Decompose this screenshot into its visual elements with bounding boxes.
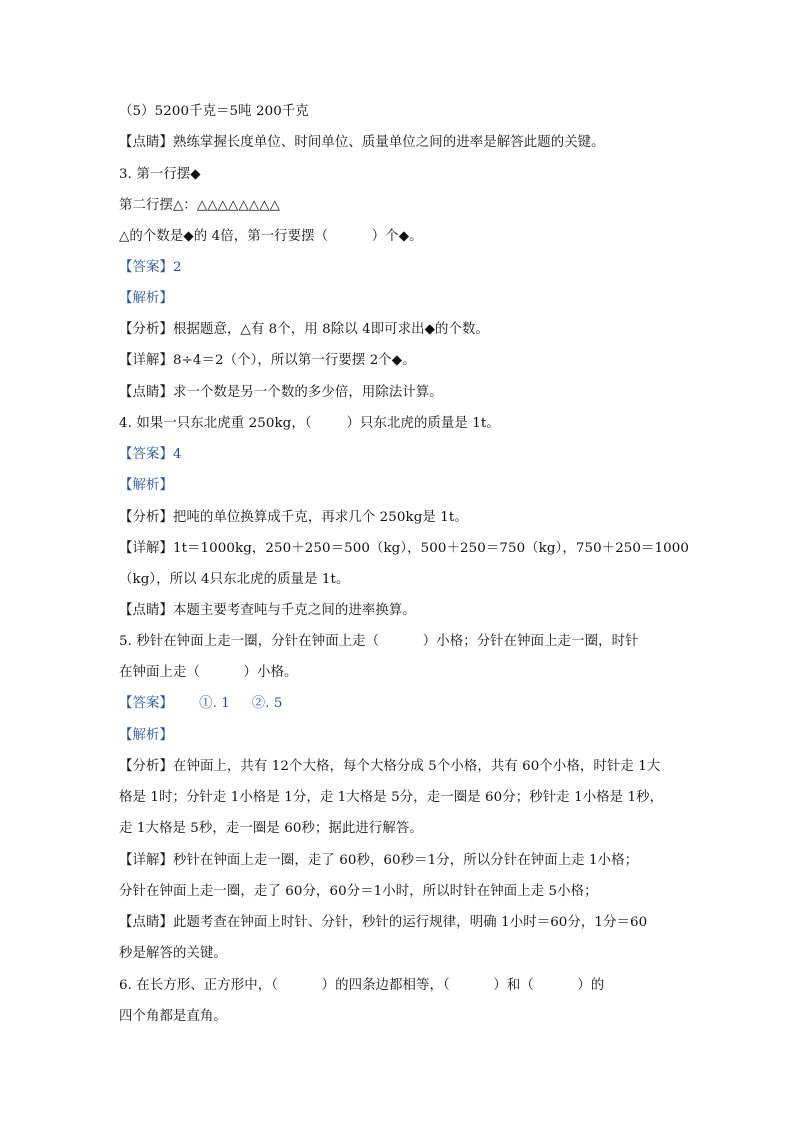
analysis-heading: 【解析】 (119, 291, 173, 306)
text-line: 在钟面上走（ ）小格。 (119, 665, 298, 680)
text-line: （kg），所以 4只东北虎的质量是 1t。 (119, 572, 350, 587)
text-line: 【分析】把吨的单位换算成千克，再求几个 250kg是 1t。 (119, 510, 468, 525)
text-line: 第二行摆△：△△△△△△△△ (119, 198, 281, 213)
text-line: 四个角都是直角。 (119, 1009, 227, 1024)
text-line: 【详解】1t＝1000kg，250＋250＝500（kg），500＋250＝750（kg），750＋250＝1000 (119, 541, 690, 556)
text-line: 【详解】秒针在钟面上走一圈，走了 60秒，60秒＝1分，所以分针在钟面上走 1小格； (119, 853, 639, 868)
text-line: 【点睛】本题主要考查吨与千克之间的进率换算。 (119, 603, 416, 618)
text-line: 【分析】在钟面上，共有 12个大格，每个大格分成 5个小格，共有 60个小格，时针走 1大 (119, 759, 661, 774)
text-line: 格是 1时；分针走 1小格是 1分，走 1大格是 5分，走一圈是 60分；秒针走 1小格是 1秒， (119, 790, 664, 805)
question-6-line: 6. 在长方形、正方形中，（ ）的四条边都相等，（ ）和（ ）的 (119, 978, 605, 993)
question-4-line: 4. 如果一只东北虎重 250kg，（ ）只东北虎的质量是 1t。 (119, 416, 500, 431)
text-line: △的个数是◆的 4倍，第一行要摆（ ）个◆。 (119, 229, 423, 244)
text-line: （5）5200千克＝5吨 200千克 (119, 104, 309, 119)
analysis-heading: 【解析】 (119, 478, 173, 493)
text-line: 走 1大格是 5秒，走一圈是 60秒；据此进行解答。 (119, 821, 423, 836)
analysis-heading: 【解析】 (119, 728, 173, 743)
question-3-line: 3. 第一行摆◆ (119, 167, 201, 182)
text-line: 【点睛】熟练掌握长度单位、时间单位、质量单位之间的进率是解答此题的关键。 (119, 135, 605, 150)
answer-line: 【答案】2 (119, 260, 182, 275)
text-line: 秒是解答的关键。 (119, 946, 227, 961)
text-line: 【点睛】求一个数是另一个数的多少倍，用除法计算。 (119, 385, 443, 400)
answer-line: 【答案】 ①. 1 ②. 5 (119, 696, 283, 711)
text-line: 【点睛】此题考查在钟面上时针、分针，秒针的运行规律，明确 1小时＝60分，1分＝60 (119, 915, 648, 930)
text-line: 分针在钟面上走一圈，走了 60分，60分＝1小时，所以时针在钟面上走 5小格； (119, 884, 598, 899)
answer-line: 【答案】4 (119, 447, 182, 462)
text-line: 【分析】根据题意，△有 8个，用 8除以 4即可求出◆的个数。 (119, 322, 490, 337)
text-line: 【详解】8÷4＝2（个），所以第一行要摆 2个◆。 (119, 353, 416, 368)
question-5-line: 5. 秒针在钟面上走一圈，分针在钟面上走（ ）小格；分针在钟面上走一圈，时针 (119, 634, 639, 649)
